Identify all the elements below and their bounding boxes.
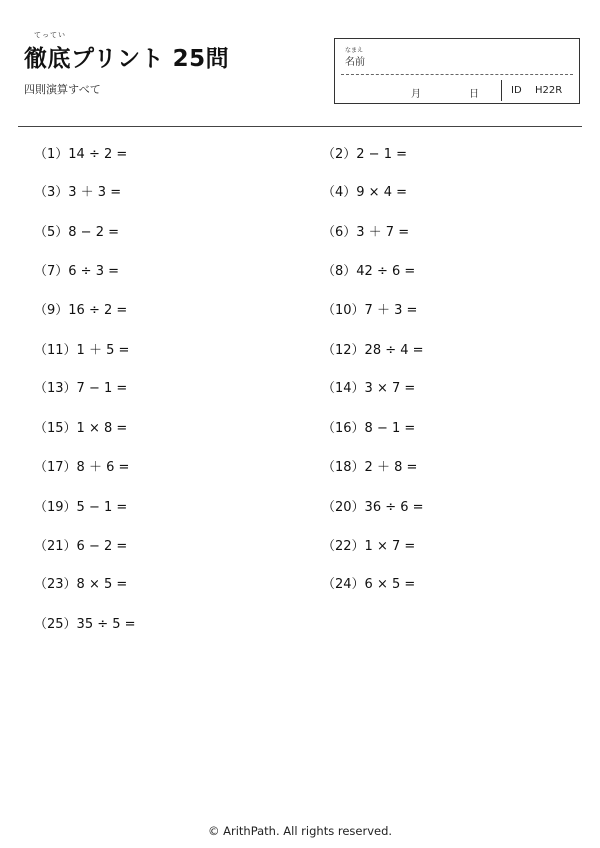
copyright-footer: © ArithPath. All rights reserved. (207, 824, 393, 838)
problem-item: （15）1 × 8 = (34, 421, 128, 436)
problem-item: （25）35 ÷ 5 = (34, 617, 136, 632)
problem-item: （17）8 ＋ 6 = (34, 460, 130, 475)
name-label: 名前 (345, 57, 365, 68)
name-ruby: なまえ (345, 47, 364, 54)
problem-item: （11）1 ＋ 5 = (34, 343, 130, 358)
problem-item: （23）8 × 5 = (34, 577, 128, 592)
month-label: 月 (411, 89, 421, 100)
id-label: ID (511, 85, 522, 96)
problem-item: （3）3 ＋ 3 = (34, 185, 122, 200)
problem-item: （18）2 ＋ 8 = (322, 460, 418, 475)
problem-item: （6）3 ＋ 7 = (322, 225, 410, 240)
problem-item: （19）5 − 1 = (34, 500, 128, 515)
page-subtitle: 四則演算すべて (24, 83, 101, 96)
problem-item: （16）8 − 1 = (322, 421, 416, 436)
title-ruby: てってい (34, 31, 66, 39)
problem-item: （8）42 ÷ 6 = (322, 264, 416, 279)
problem-item: （4）9 × 4 = (322, 185, 407, 200)
problem-item: （7）6 ÷ 3 = (34, 264, 119, 279)
problem-item: （9）16 ÷ 2 = (34, 303, 128, 318)
problem-item: （12）28 ÷ 4 = (322, 343, 424, 358)
problem-item: （24）6 × 5 = (322, 577, 416, 592)
problem-item: （5）8 − 2 = (34, 225, 119, 240)
problem-item: （20）36 ÷ 6 = (322, 500, 424, 515)
problem-item: （22）1 × 7 = (322, 539, 416, 554)
problem-item: （14）3 × 7 = (322, 381, 416, 396)
problem-item: （21）6 − 2 = (34, 539, 128, 554)
id-value: H22R (535, 85, 563, 96)
problem-item: （10）7 ＋ 3 = (322, 303, 418, 318)
problem-item: （2）2 − 1 = (322, 147, 407, 162)
day-label: 日 (469, 89, 479, 100)
problem-item: （13）7 − 1 = (34, 381, 128, 396)
page-title: 徹底プリント 25問 (24, 46, 230, 72)
problem-item: （1）14 ÷ 2 = (34, 147, 128, 162)
